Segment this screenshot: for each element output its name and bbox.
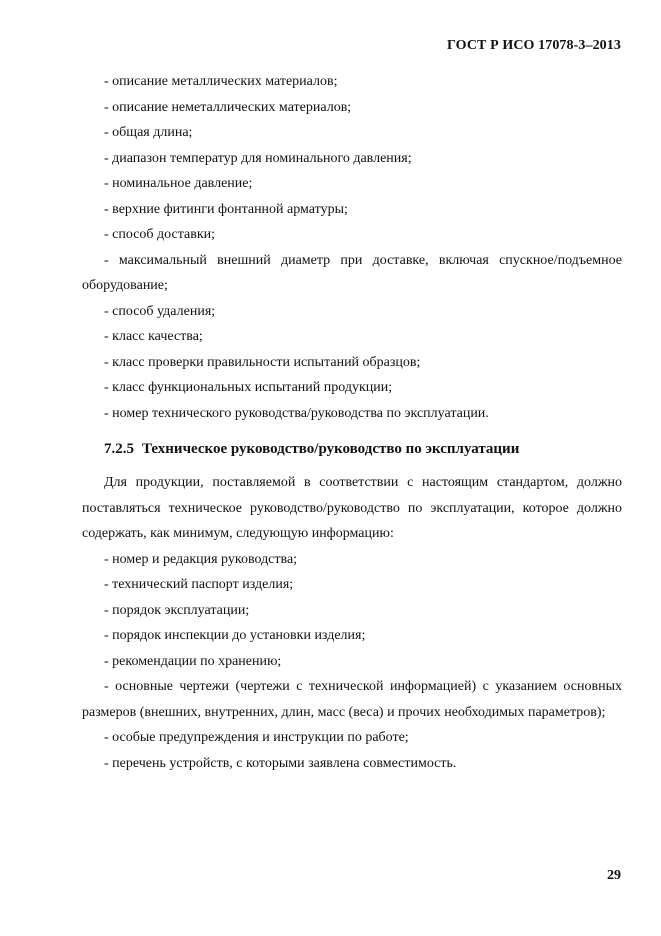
- page-number: 29: [607, 868, 621, 883]
- section-number: 7.2.5: [104, 441, 134, 457]
- list-item: - особые предупреждения и инструкции по работе;: [104, 730, 409, 745]
- section-title: Техническое руководство/руководство по эксплуатации: [142, 441, 520, 457]
- list-item: - диапазон температур для номинального давления;: [104, 150, 412, 166]
- list-item: - описание неметаллических материалов;: [104, 99, 352, 115]
- list-item: - порядок инспекции до установки изделия;: [104, 628, 366, 643]
- list-item: - описание металлических материалов;: [104, 74, 338, 89]
- list-item: - порядок эксплуатации;: [104, 602, 250, 618]
- list-item: - способ доставки;: [104, 227, 216, 242]
- page-content: [82, 69, 622, 776]
- section-intro-paragraph: Для продукции, поставляемой в соответствии с настоящим стандартом, должно поставляться техническое руководство/руководство по эксплуатации, которое должно содержать, как минимум, следующую информацию:: [82, 475, 622, 541]
- list-item: - технический паспорт изделия;: [104, 577, 294, 592]
- document-header: ГОСТ Р ИСО 17078-3–2013: [447, 38, 621, 53]
- list-item: - общая длина;: [104, 125, 193, 140]
- list-item: - максимальный внешний диаметр при доставке, включая спускное/подъемное оборудование;: [82, 252, 622, 293]
- list-item: - номер и редакция руководства;: [104, 551, 298, 567]
- list-item: - основные чертежи (чертежи с технической информацией) с указанием основных размеров (внешних, внутренних, длин, масс (веса) и прочих необходимых параметров);: [82, 679, 622, 720]
- list-item: - рекомендации по хранению;: [104, 653, 282, 669]
- list-item: - номер технического руководства/руководства по эксплуатации.: [104, 405, 489, 421]
- list-item: - класс качества;: [104, 329, 203, 344]
- section-heading: [82, 436, 622, 462]
- requirements-list-top: [82, 69, 622, 426]
- list-item: - класс функциональных испытаний продукции;: [104, 380, 393, 395]
- requirements-list-bottom: [82, 547, 622, 777]
- list-item: - класс проверки правильности испытаний образцов;: [104, 354, 421, 370]
- list-item: - перечень устройств, с которыми заявлена совместимость.: [104, 755, 457, 771]
- list-item: - способ удаления;: [104, 303, 216, 319]
- list-item: - верхние фитинги фонтанной арматуры;: [104, 201, 348, 217]
- list-item: - номинальное давление;: [104, 176, 253, 191]
